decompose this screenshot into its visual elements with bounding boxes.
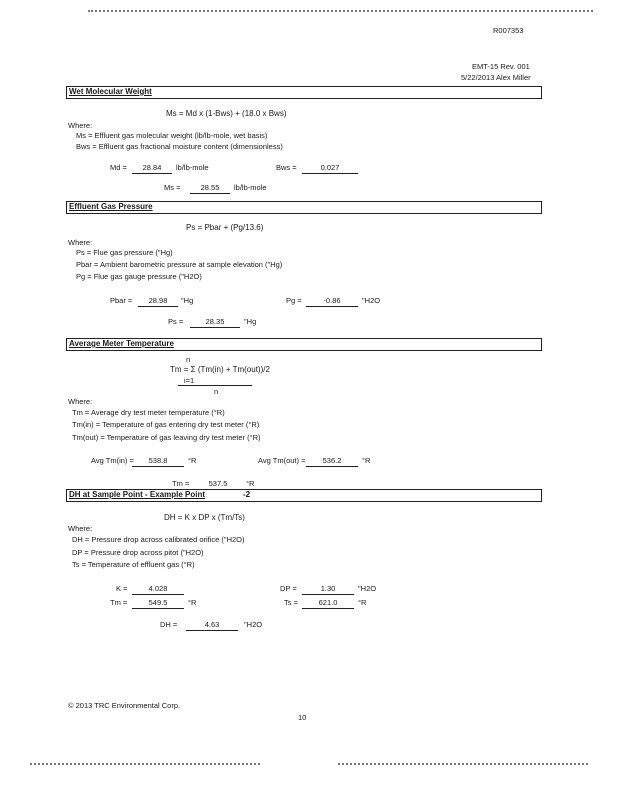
pbar-label: Pbar = (110, 296, 133, 305)
definition-tm: Tm = Average dry test meter temperature (°R) (72, 408, 225, 417)
md-label: Md = (110, 163, 127, 172)
bws-underline (302, 173, 358, 174)
avg-tm-out-unit: °R (362, 456, 371, 465)
tm-dh-underline (132, 608, 184, 609)
formula-dh: DH = K x DP x (Tm/Ts) (164, 513, 245, 522)
ps-label: Ps = (168, 317, 184, 326)
definition-tm-in: Tm(in) = Temperature of gas entering dry test meter (°R) (72, 420, 260, 429)
dh-result-underline (186, 630, 238, 631)
ps-unit: "Hg (244, 317, 257, 326)
ts-label: Ts = (284, 598, 298, 607)
k-value: 4.028 (148, 584, 168, 593)
definition-tm-out: Tm(out) = Temperature of gas leaving dry test meter (°R) (72, 433, 261, 442)
where-label-4: Where: (68, 524, 93, 533)
definition-pg: Pg = Flue gas gauge pressure ("H2O) (76, 272, 202, 281)
pg-label: Pg = (286, 296, 302, 305)
ts-unit: °R (358, 598, 367, 607)
definition-dh: DH = Pressure drop across calibrated orifice ("H2O) (72, 535, 245, 544)
pg-value: -0.86 (323, 296, 341, 305)
page-number: 10 (298, 713, 307, 722)
dh-result-unit: "H2O (244, 620, 263, 629)
dp-value: 1.30 (320, 584, 336, 593)
ms-underline (190, 193, 230, 194)
formula-ps: Ps = Pbar + (Pg/13.6) (186, 223, 264, 232)
pbar-underline (138, 306, 178, 307)
dh-result-label: DH = (160, 620, 178, 629)
ts-value: 621.0 (318, 598, 338, 607)
tm-result-unit: °R (246, 479, 255, 488)
section-title-wet-molecular-weight: Wet Molecular Weight (69, 87, 152, 96)
ps-value: 28.35 (205, 317, 225, 326)
section-title-dh-sample-point: DH at Sample Point - Example Point (69, 490, 206, 499)
avg-tm-out-value: 536.2 (322, 456, 342, 465)
section-title-average-meter-temperature: Average Meter Temperature (69, 339, 174, 348)
md-unit: lb/lb-mole (176, 163, 209, 172)
where-label-3: Where: (68, 397, 93, 406)
copyright-notice: © 2013 TRC Environmental Corp. (68, 701, 181, 710)
top-scan-border (88, 10, 593, 12)
fraction-bar (178, 385, 252, 386)
formula-ms-rhs: = Md x (1-Bws) + (18.0 x Bws) (178, 109, 287, 118)
md-underline (132, 173, 172, 174)
ms-label: Ms = (164, 183, 181, 192)
fraction-denominator: n (214, 387, 219, 396)
avg-tm-out-label: Avg Tm(out) = (258, 456, 306, 465)
avg-tm-in-value: 538.8 (148, 456, 168, 465)
dp-label: DP = (280, 584, 297, 593)
ps-underline (190, 327, 240, 328)
bottom-scan-border-left (30, 763, 260, 765)
document-id: R007353 (493, 26, 524, 35)
k-underline (132, 594, 184, 595)
section-title-effluent-gas-pressure: Effluent Gas Pressure (69, 202, 153, 211)
avg-tm-in-underline (132, 466, 184, 467)
definition-bws: Bws = Effluent gas fractional moisture content (dimensionless) (76, 142, 283, 151)
definition-pbar: Pbar = Ambient barometric pressure at sample elevation ("Hg) (76, 260, 283, 269)
tm-dh-unit: °R (188, 598, 197, 607)
k-label: K = (116, 584, 128, 593)
bottom-scan-border-right (338, 763, 588, 765)
document-code: EMT-15 Rev. 001 (472, 62, 530, 71)
definition-ms: Ms = Effluent gas molecular weight (lb/lb-mole, wet basis) (76, 131, 268, 140)
formula-ms-lhs: Ms (166, 109, 177, 118)
tm-result-value: 537.5 (208, 479, 228, 488)
bws-value: 0.027 (320, 163, 340, 172)
tm-result-label: Tm = (172, 479, 190, 488)
ts-underline (302, 608, 354, 609)
sum-lower-limit: i=1 (184, 376, 195, 385)
document-date: 5/22/2013 Alex Miller (461, 73, 531, 82)
dp-unit: "H2O (358, 584, 377, 593)
pg-underline (306, 306, 358, 307)
tm-dh-label: Tm = (110, 598, 128, 607)
ms-value: 28.55 (200, 183, 220, 192)
avg-tm-in-label: Avg Tm(in) = (91, 456, 134, 465)
formula-ms (166, 109, 287, 118)
bws-label: Bws = (276, 163, 297, 172)
definition-ps: Ps = Flue gas pressure ("Hg) (76, 248, 173, 257)
formula-tm: Tm = Σ (Tm(in) + Tm(out))/2 (170, 365, 270, 374)
where-label-1: Where: (68, 121, 93, 130)
avg-tm-out-underline (306, 466, 358, 467)
dh-result-value: 4.63 (204, 620, 220, 629)
md-value: 28.84 (142, 163, 162, 172)
sum-upper-limit: n (186, 355, 191, 364)
dp-underline (302, 594, 354, 595)
definition-ts: Ts = Temperature of effluent gas (°R) (72, 560, 195, 569)
tm-dh-value: 549.5 (148, 598, 168, 607)
pbar-value: 28.98 (148, 296, 168, 305)
example-point-number: -2 (243, 490, 251, 499)
avg-tm-in-unit: °R (188, 456, 197, 465)
pbar-unit: "Hg (181, 296, 194, 305)
definition-dp: DP = Pressure drop across pitot ("H2O) (72, 548, 204, 557)
ms-unit: lb/lb-mole (234, 183, 267, 192)
where-label-2: Where: (68, 238, 93, 247)
pg-unit: "H2O (362, 296, 381, 305)
